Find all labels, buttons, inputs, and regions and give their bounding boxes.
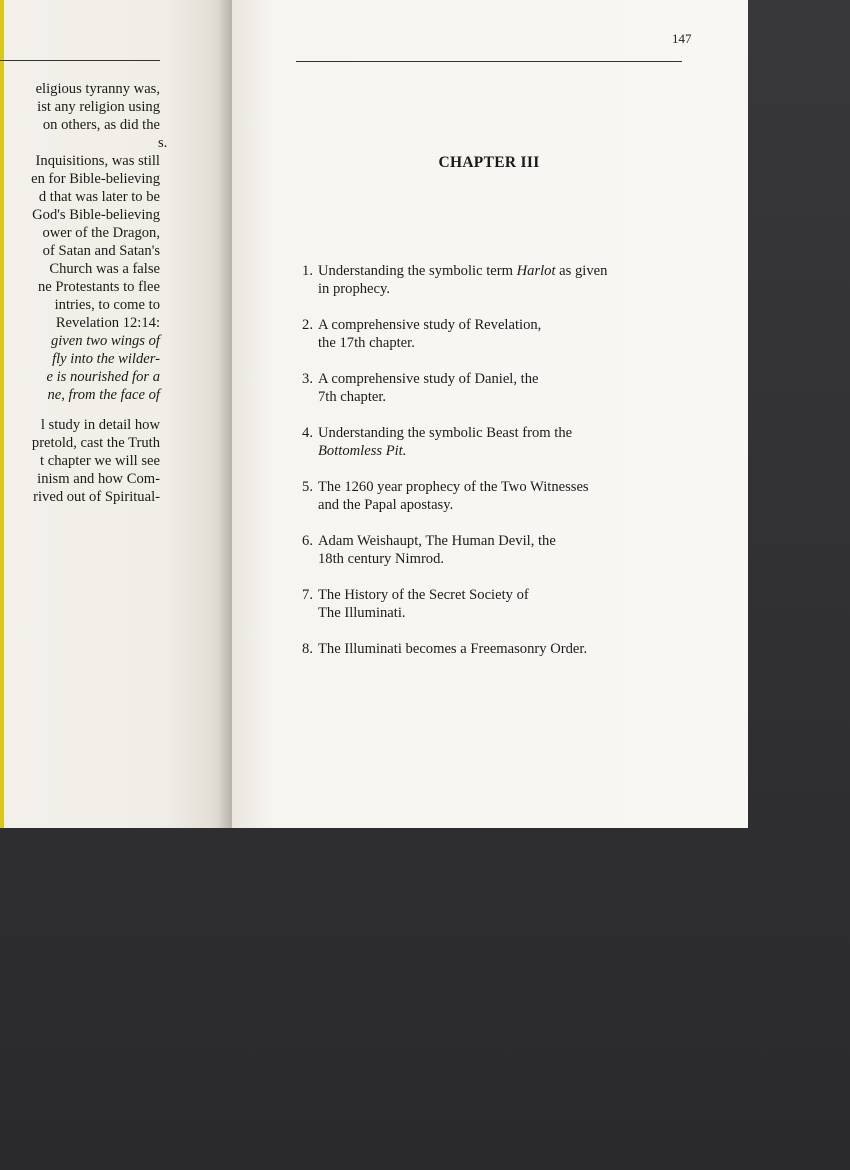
item-text-line: Bottomless Pit. <box>318 443 407 459</box>
left-line: e is nourished for a <box>46 369 160 385</box>
left-page <box>0 0 232 828</box>
item-text-line: The 1260 year prophecy of the Two Witnesses <box>318 479 589 495</box>
left-line: inism and how Com- <box>37 471 160 487</box>
item-number: 8. <box>302 641 313 657</box>
left-line: Church was a false <box>49 261 160 277</box>
paragraph-gap <box>0 404 160 416</box>
item-text-line: Understanding the symbolic Beast from the <box>318 425 573 441</box>
chapter-title: CHAPTER III <box>438 154 540 171</box>
left-page-text <box>0 80 168 506</box>
left-line: ne Protestants to flee <box>38 279 160 295</box>
item-text <box>318 586 708 622</box>
item-text <box>318 262 708 298</box>
item-text-line: The History of the Secret Society of <box>318 587 529 603</box>
item-text-line: 18th century Nimrod. <box>318 551 445 567</box>
left-line: en for Bible-believing <box>31 171 160 187</box>
item-text-line: A comprehensive study of Revelation, <box>318 317 542 333</box>
page-number: 147 <box>672 31 692 46</box>
left-line: intries, to come to <box>54 297 160 313</box>
item-number: 2. <box>302 317 313 333</box>
item-number: 3. <box>302 371 313 387</box>
item-number: 4. <box>302 425 313 441</box>
left-line: on others, as did the <box>42 117 160 133</box>
left-line: ower of the Dragon, <box>42 225 160 241</box>
left-line: rived out of Spiritual- <box>33 489 160 505</box>
left-line: pretold, cast the Truth <box>31 435 160 451</box>
item-text-line: and the Papal apostasy. <box>318 497 454 513</box>
left-line: given two wings of <box>50 333 160 349</box>
item-text <box>318 424 708 460</box>
left-header-rule <box>0 60 160 61</box>
item-text-part: as given <box>555 263 608 279</box>
item-text-line: The Illuminati becomes a Freemasonry Order. <box>318 641 588 657</box>
item-number: 1. <box>302 263 313 279</box>
item-text <box>318 640 708 658</box>
item-text <box>318 316 708 352</box>
left-line: ne, from the face of <box>47 387 160 403</box>
left-line: d that was later to be <box>38 189 160 205</box>
item-text <box>318 478 708 514</box>
left-line: God's Bible-believing <box>32 207 160 223</box>
item-number: 5. <box>302 479 313 495</box>
left-line: s. <box>158 135 168 151</box>
item-text-line: 7th chapter. <box>318 389 387 405</box>
left-line: fly into the wilder- <box>52 351 160 367</box>
left-line: t chapter we will see <box>40 453 160 469</box>
left-line: Inquisitions, was still <box>35 153 160 169</box>
item-text-line: in prophecy. <box>318 281 390 297</box>
item-text-line: Adam Weishaupt, The Human Devil, the <box>318 533 556 549</box>
item-text-line: the 17th chapter. <box>318 335 415 351</box>
item-text-line: A comprehensive study of Daniel, the <box>318 371 539 387</box>
item-text <box>318 370 708 406</box>
item-number: 7. <box>302 587 313 603</box>
header-rule <box>296 61 682 62</box>
item-text-part: Understanding the symbolic term <box>318 263 517 279</box>
item-text-italic: Harlot <box>516 263 556 279</box>
left-line: of Satan and Satan's <box>42 243 160 259</box>
item-text <box>318 532 708 568</box>
item-text-line: The Illuminati. <box>318 605 406 621</box>
left-line: l study in detail how <box>40 417 160 433</box>
left-line: Revelation 12:14: <box>55 315 160 331</box>
left-line: ist any religion using <box>37 99 160 115</box>
item-number: 6. <box>302 533 313 549</box>
left-line: eligious tyranny was, <box>35 81 160 97</box>
right-page <box>232 0 748 828</box>
